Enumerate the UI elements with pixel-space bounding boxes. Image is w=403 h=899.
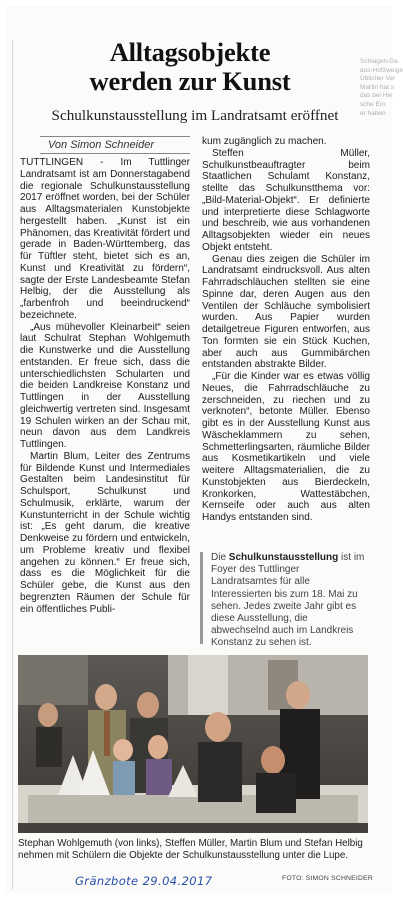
paragraph-wohlgemuth: „Aus mühevoller Kleinarbeit“ seien laut Schulrat Stephan Wohlgemuth die Kunstwerke und die Ausstellung entstanden. Er freue sich, dass die unterschiedlichsten Schularten und die beiden Landkreise Konstanz und Tuttlingen in der Ausstellung gleichwertig vertreten sind. Insgesamt 19 Schulen wirken an der Schau mit, neun davon aus dem Landkreis Tuttlingen.	[20, 321, 190, 450]
paragraph-exhibits: Genau dies zeigen die Schüler im Landratsamt eindrucksvoll. Aus alten Fahrradschläuchen stellten sie eine Spinne dar, deren Augen aus den Ventilen der Schläuche symbolisiert wurden. Aus Papier wurden detailgetreue Figuren entworfen, aus Ton formten sie ein Stück Kuchen, aber auch aus Gummibärchen entstanden abstrakte Bilder.	[202, 253, 370, 371]
article-column-1	[20, 157, 190, 652]
paragraph-intro	[20, 157, 190, 322]
paragraph-intro-text: - Im Tuttlinger Landratsamt ist am Donnerstagabend die regionale Schulkunstausstellung 2017 eröffnet worden, bei der Schüler aus Alltagsmaterialen Kunstobjekte hergestellt haben. „Kunst ist ein Phänomen, das Kreativität fördert und gerade in Baden-Württemberg, das für Tüftler steht, bietet sich es an, Kunst und Kreativität zu fördern“, sagte der Erste Landesbeamte Stefan Helbig, der die Ausstellung als „farbenfroh und beeindruckend“ bezeichnete.	[20, 157, 190, 321]
infobox-bold: Schulkunstausstellung	[228, 552, 339, 563]
photo-people-icon	[18, 655, 368, 833]
info-box	[200, 552, 368, 649]
paragraph-mueller: Steffen Müller, Schulkunstbeauftragter beim Staatlichen Schulamt Konstanz, stellte das Schulkunstthema vor: „Bild-Material-Objekt“. Er definierte und interpretierte diese Schlagworte und beschreib, wie aus vorhandenen Alltagsobjekten wieder ein neues Objekt entsteht.	[202, 147, 370, 253]
handwritten-source-note: Gränzbote 29.04.2017	[75, 874, 213, 888]
infobox-pre: Die	[211, 552, 229, 563]
column-rule	[12, 40, 13, 890]
dateline: TUTTLINGEN	[20, 157, 84, 168]
photo-caption: Stephan Wohlgemuth (von links), Steffen Müller, Martin Blum und Stefan Helbig nehmen mit Schülern die Objekte der Schulkunstausstellung unter die Lupe.	[18, 838, 363, 861]
photo-credit: FOTO: SIMON SCHNEIDER	[282, 875, 373, 882]
paragraph-materials: „Für die Kinder war es etwas völlig Neues, die Fahrradschläuche zu zerschneiden, zu riechen und zu verknoten“, betonte Müller. Ebenso gibt es in der Ausstellung Kunst aus Wäscheklammern zu sehen, Schmetterlingsarten, räumliche Bilder aus Kosmetikartikeln und viele weitere Alltagsmaterialien, die zu Kunstobjekten aus Bierdeckeln, Kronkorken, Wattestäbchen, Kernseife oder auch aus alten Handys entstanden sind.	[202, 371, 370, 523]
paragraph-continuation: kum zugänglich zu machen.	[202, 136, 327, 147]
article-subheadline: Schulkunstausstellung im Landratsamt eröffnet	[51, 107, 339, 124]
adjacent-article-fragment: Schlagen-Ge aus-Hofzweige Üblicher Ver Martin hat s das bei Hei sche Ern er haben	[360, 58, 403, 117]
byline-text: Von Simon Schneider	[48, 139, 154, 151]
article-headline	[40, 38, 340, 96]
article-photo	[18, 655, 368, 833]
article-byline	[40, 136, 190, 154]
headline-line-2: werden zur Kunst	[89, 66, 291, 96]
headline-line-1: Alltagsobjekte	[109, 37, 271, 67]
article-column-2	[202, 136, 370, 556]
infobox-text: ist im Foyer des Tuttlinger Landratsamtes für alle Interessierten bis zum 18. Mai zu sehen. Jedes zweite Jahr gibt es diese Ausstellung, die abwechselnd auch im Landkreis Konstanz zu sehen ist.	[211, 552, 365, 649]
paragraph-blum: Martin Blum, Leiter des Zentrums für Bildende Kunst und Intermediales Gestalten beim Landesinstitut für Schulsport, Schulkunst und Schulmusik, erklärte, warum der Kunstunterricht in der Schule wichtig ist: „Es geht darum, die kreative Denkweise zu fördern und entwickeln, um Probleme kreativ und flexibel angehen zu können.“ Er freue sich, dass es die Möglichkeit für die Schüler gebe, die Kunst aus den begrenzten Räumen der Schule für ein öffentliches Publi-	[20, 450, 190, 615]
